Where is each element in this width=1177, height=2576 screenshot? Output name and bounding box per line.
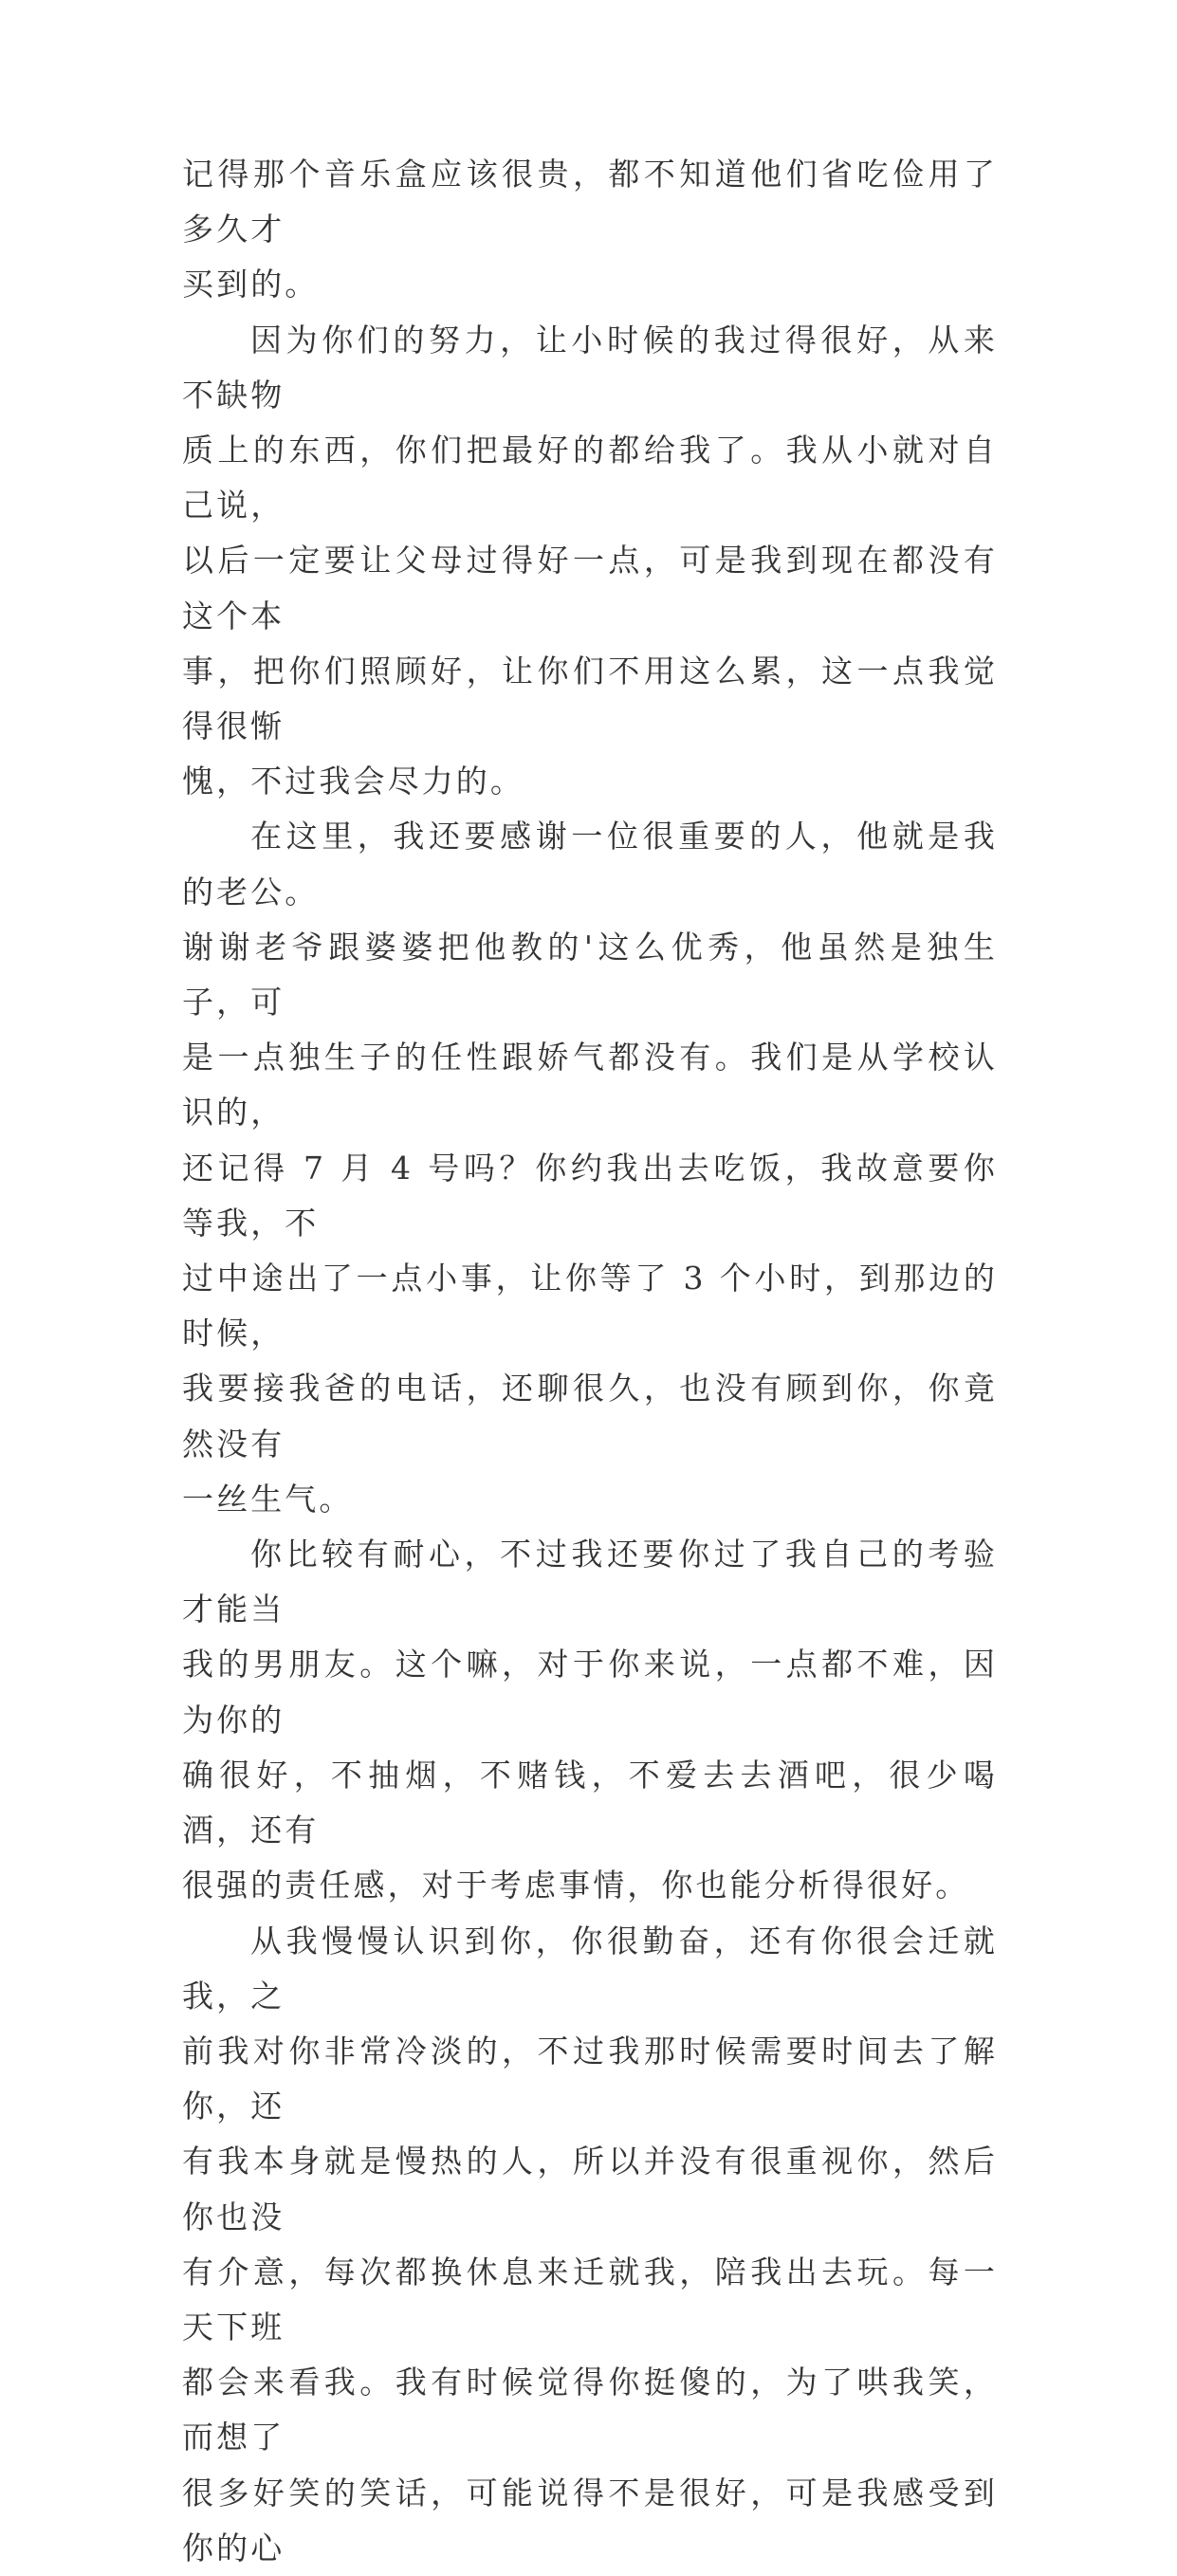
paragraph: 记得那个音乐盒应该很贵，都不知道他们省吃俭用了多久才 买到的。	[182, 156, 998, 304]
paragraph: 从我慢慢认识到你，你很勤奋，还有你很会迁就我，之 前我对你非常冷淡的，不过我那时候需要时间去了解你，还 有我本身就是慢热的人，所以并没有很重视你，然后你也没 有介意，每次都换休息来迁就我，陪我出去玩。每一天下班 都会来看我。我有时候觉得你挺傻的，为了哄我笑，而想了 很多好笑的笑话，可能说得不是很好，可是我感受到你的心	[182, 1922, 998, 2567]
paragraph: 在这里，我还要感谢一位很重要的人，他就是我的老公。 谢谢老爷跟婆婆把他教的'这么优秀，他虽然是独生子，可 是一点独生子的任性跟娇气都没有。我们是从学校认识的， 还记得 7 月 4 号吗？你约我出去吃饭，我故意要你等我，不 过中途出了一点小事，让你等了 3 个小时，到那边的时候， 我要接我爸的电话，还聊很久，也没有顾到你，你竟然没有 一丝生气。	[182, 818, 998, 1518]
paragraph: 你比较有耐心，不过我还要你过了我自己的考验才能当 我的男朋友。这个嘛，对于你来说，一点都不难，因为你的 确很好，不抽烟，不赌钱，不爱去去酒吧，很少喝酒，还有 很强的责任感，对于考虑事情，你也能分析得很好。	[182, 1536, 998, 1904]
paragraph: 因为你们的努力，让小时候的我过得很好，从来不缺物 质上的东西，你们把最好的都给我了。我从小就对自己说， 以后一定要让父母过得好一点，可是我到现在都没有这个本 事，把你们照顾好，让你们不用这么累，这一点我觉得很惭 愧，不过我会尽力的。	[182, 321, 998, 800]
document-body	[182, 147, 998, 2576]
